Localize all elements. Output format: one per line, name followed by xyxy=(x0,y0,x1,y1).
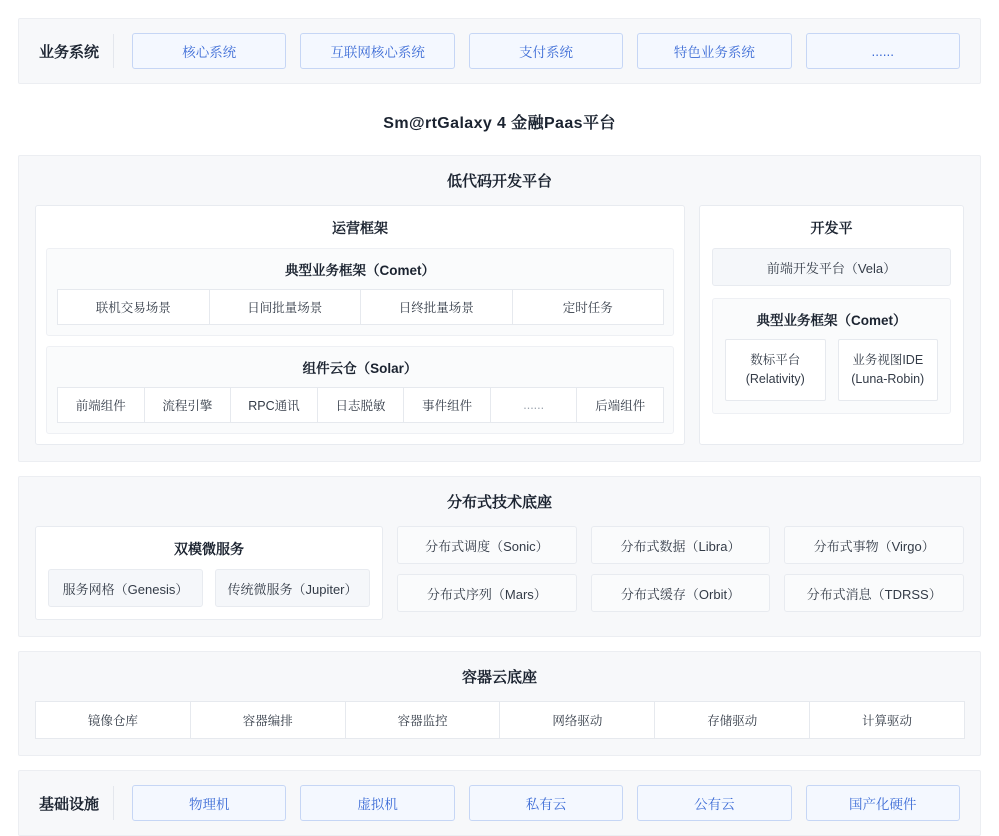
development-platform-card xyxy=(699,205,964,445)
distributed-body xyxy=(35,526,964,620)
dual-microservice-items xyxy=(36,569,382,619)
business-system-chip-more[interactable]: ...... xyxy=(806,33,960,69)
comet-framework-block xyxy=(46,248,674,336)
infrastructure-band xyxy=(18,770,981,836)
luna-robin-line1: 业务视图IDE xyxy=(852,353,924,368)
business-system-chip[interactable]: 互联网核心系统 xyxy=(300,33,454,69)
relativity-line2: (Relativity) xyxy=(745,372,805,386)
distributed-grid-row xyxy=(397,574,964,612)
solar-item-more[interactable]: ...... xyxy=(490,387,578,423)
distributed-scheduling[interactable]: 分布式调度（Sonic） xyxy=(397,526,577,564)
distributed-cache[interactable]: 分布式缓存（Orbit） xyxy=(591,574,771,612)
solar-item[interactable]: 后端组件 xyxy=(576,387,664,423)
right-comet-block xyxy=(712,298,951,414)
infrastructure-items xyxy=(132,785,960,821)
dual-microservice-card xyxy=(35,526,383,620)
development-platform-title: 开发平 xyxy=(810,220,853,236)
operation-framework-card xyxy=(35,205,685,445)
container-item[interactable]: 容器编排 xyxy=(190,701,346,739)
distributed-base-section xyxy=(18,476,981,637)
infra-domestic-hardware[interactable]: 国产化硬件 xyxy=(806,785,960,821)
solar-item[interactable]: 前端组件 xyxy=(57,387,145,423)
relativity-box[interactable] xyxy=(725,339,826,401)
distributed-grid-row xyxy=(397,526,964,564)
business-system-chip[interactable]: 核心系统 xyxy=(132,33,286,69)
solar-item[interactable]: 流程引擎 xyxy=(144,387,232,423)
container-item[interactable]: 存储驱动 xyxy=(654,701,810,739)
distributed-data[interactable]: 分布式数据（Libra） xyxy=(591,526,771,564)
distributed-transaction[interactable]: 分布式事物（Virgo） xyxy=(784,526,964,564)
business-systems-title: 业务系统 xyxy=(39,34,114,68)
business-systems-items xyxy=(132,33,960,69)
comet-item[interactable]: 日终批量场景 xyxy=(360,289,513,325)
relativity-line1: 数标平台 xyxy=(750,353,801,368)
vela-frontend-platform[interactable]: 前端开发平台（Vela） xyxy=(712,248,951,286)
container-cloud-title: 容器云底座 xyxy=(461,669,537,686)
comet-item[interactable]: 定时任务 xyxy=(512,289,665,325)
container-item[interactable]: 镜像仓库 xyxy=(35,701,191,739)
container-item[interactable]: 容器监控 xyxy=(345,701,501,739)
infra-public-cloud[interactable]: 公有云 xyxy=(637,785,791,821)
solar-item[interactable]: 事件组件 xyxy=(403,387,491,423)
platform-title: Sm@rtGalaxy 4 金融Paas平台 xyxy=(383,115,616,132)
container-cloud-section xyxy=(18,651,981,756)
infra-private-cloud[interactable]: 私有云 xyxy=(469,785,623,821)
luna-robin-line2: (Luna-Robin) xyxy=(851,372,925,386)
jupiter-microservice[interactable]: 传统微服务（Jupiter） xyxy=(215,569,370,607)
solar-component-block xyxy=(46,346,674,434)
container-item[interactable]: 网络驱动 xyxy=(499,701,655,739)
dual-microservice-title: 双模微服务 xyxy=(174,541,244,557)
distributed-sequence[interactable]: 分布式序列（Mars） xyxy=(397,574,577,612)
luna-robin-box[interactable] xyxy=(838,339,939,401)
right-comet-items xyxy=(713,339,950,401)
solar-component-title: 组件云仓（Solar） xyxy=(302,361,418,376)
distributed-base-title: 分布式技术底座 xyxy=(446,494,552,511)
distributed-grid xyxy=(397,526,964,620)
business-systems-band xyxy=(18,18,981,84)
comet-framework-title: 典型业务框架（Comet） xyxy=(284,263,435,278)
comet-framework-items xyxy=(47,289,673,325)
container-item[interactable]: 计算驱动 xyxy=(809,701,965,739)
solar-component-items xyxy=(47,387,673,423)
solar-item[interactable]: RPC通讯 xyxy=(230,387,318,423)
solar-item[interactable]: 日志脱敏 xyxy=(317,387,405,423)
business-system-chip[interactable]: 特色业务系统 xyxy=(637,33,791,69)
lowcode-body xyxy=(35,205,964,445)
infra-virtual-machine[interactable]: 虚拟机 xyxy=(300,785,454,821)
operation-framework-title: 运营框架 xyxy=(332,220,388,236)
lowcode-platform-title: 低代码开发平台 xyxy=(446,173,552,190)
right-comet-title: 典型业务框架（Comet） xyxy=(756,313,907,328)
lowcode-platform-section xyxy=(18,155,981,462)
business-system-chip[interactable]: 支付系统 xyxy=(469,33,623,69)
comet-item[interactable]: 联机交易场景 xyxy=(57,289,210,325)
comet-item[interactable]: 日间批量场景 xyxy=(209,289,362,325)
infrastructure-title: 基础设施 xyxy=(39,786,114,820)
genesis-service-mesh[interactable]: 服务网格（Genesis） xyxy=(48,569,203,607)
container-cloud-items xyxy=(35,701,964,739)
infra-physical-machine[interactable]: 物理机 xyxy=(132,785,286,821)
distributed-message[interactable]: 分布式消息（TDRSS） xyxy=(784,574,964,612)
